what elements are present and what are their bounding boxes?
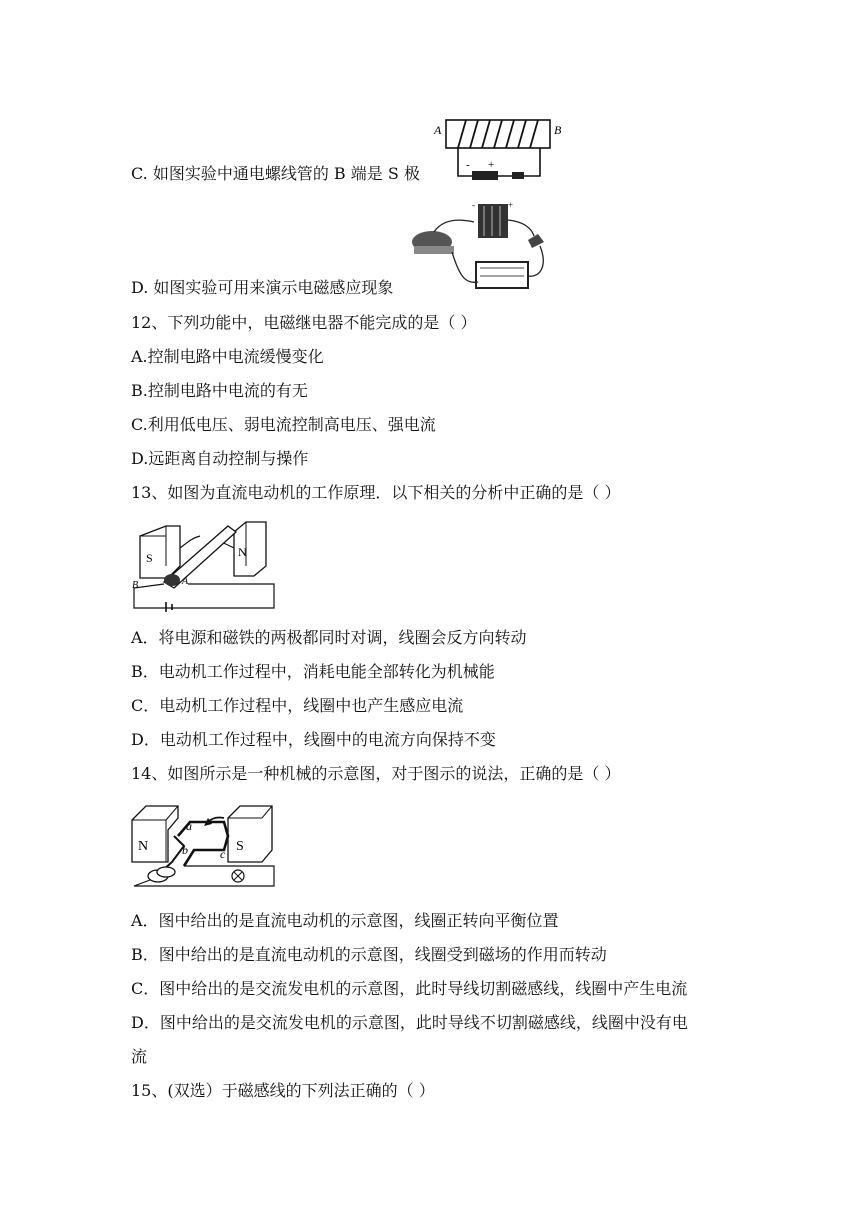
motor-label-n: N bbox=[238, 545, 247, 559]
q14-option-d: D．图中给出的是交流发电机的示意图，此时导线不切割磁感线，线圈中没有电 bbox=[131, 1013, 688, 1032]
generator-label-n: N bbox=[138, 839, 149, 854]
q12-option-a: A.控制电路中电流缓慢变化 bbox=[131, 347, 324, 366]
q12-option-c: C.利用低电压、弱电流控制高电压、强电流 bbox=[131, 415, 436, 434]
q14-option-c: C．图中给出的是交流发电机的示意图，此时导线切割磁感线，线圈中产生电流 bbox=[131, 979, 688, 998]
q14-option-d-wrap: 流 bbox=[131, 1047, 148, 1066]
q14-option-b: B．图中给出的是直流电动机的示意图，线圈受到磁场的作用而转动 bbox=[131, 945, 607, 964]
generator-label-c: c bbox=[220, 847, 226, 861]
svg-text:-: - bbox=[472, 200, 475, 210]
q12-option-d: D.远距离自动控制与操作 bbox=[131, 449, 309, 468]
q14-stem: 14、如图所示是一种机械的示意图，对于图示的说法，正确的是（ ） bbox=[131, 764, 621, 783]
motor-label-b: B bbox=[132, 580, 139, 591]
q13-option-b: B．电动机工作过程中，消耗电能全部转化为机械能 bbox=[131, 662, 495, 681]
motor-label-a: A bbox=[182, 576, 189, 587]
q12-stem: 12、下列功能中，电磁继电器不能完成的是（ ） bbox=[131, 313, 477, 332]
battery-minus: - bbox=[466, 159, 470, 171]
ac-generator-figure bbox=[128, 796, 278, 894]
motor-label-s: S bbox=[146, 551, 153, 565]
option-c-solenoid: C. 如图实验中通电螺线管的 B 端是 S 极 bbox=[131, 164, 420, 183]
svg-text:+: + bbox=[508, 200, 514, 210]
q13-option-d: D．电动机工作过程中，线圈中的电流方向保持不变 bbox=[131, 730, 496, 749]
battery-plus: + bbox=[488, 159, 495, 171]
solenoid-label-a: A bbox=[434, 123, 442, 137]
generator-label-s: S bbox=[236, 839, 244, 854]
generator-label-a: a bbox=[186, 819, 192, 833]
induction-apparatus-figure bbox=[408, 196, 556, 294]
q12-option-b: B.控制电路中电流的有无 bbox=[131, 381, 308, 400]
q13-stem: 13、如图为直流电动机的工作原理．以下相关的分析中正确的是（ ） bbox=[131, 483, 621, 502]
dc-motor-figure bbox=[130, 518, 280, 612]
q13-option-a: A．将电源和磁铁的两极都同时对调，线圈会反方向转动 bbox=[131, 628, 527, 647]
option-d-induction: D. 如图实验可用来演示电磁感应现象 bbox=[131, 278, 394, 297]
q15-stem: 15、(双选）于磁感线的下列法正确的（ ） bbox=[131, 1081, 435, 1100]
q14-option-a: A．图中给出的是直流电动机的示意图，线圈正转向平衡位置 bbox=[131, 911, 559, 930]
solenoid-label-b: B bbox=[554, 123, 562, 137]
generator-label-b: b bbox=[182, 843, 188, 857]
solenoid-figure bbox=[428, 112, 568, 184]
q13-option-c: C．电动机工作过程中，线圈中也产生感应电流 bbox=[131, 696, 464, 715]
